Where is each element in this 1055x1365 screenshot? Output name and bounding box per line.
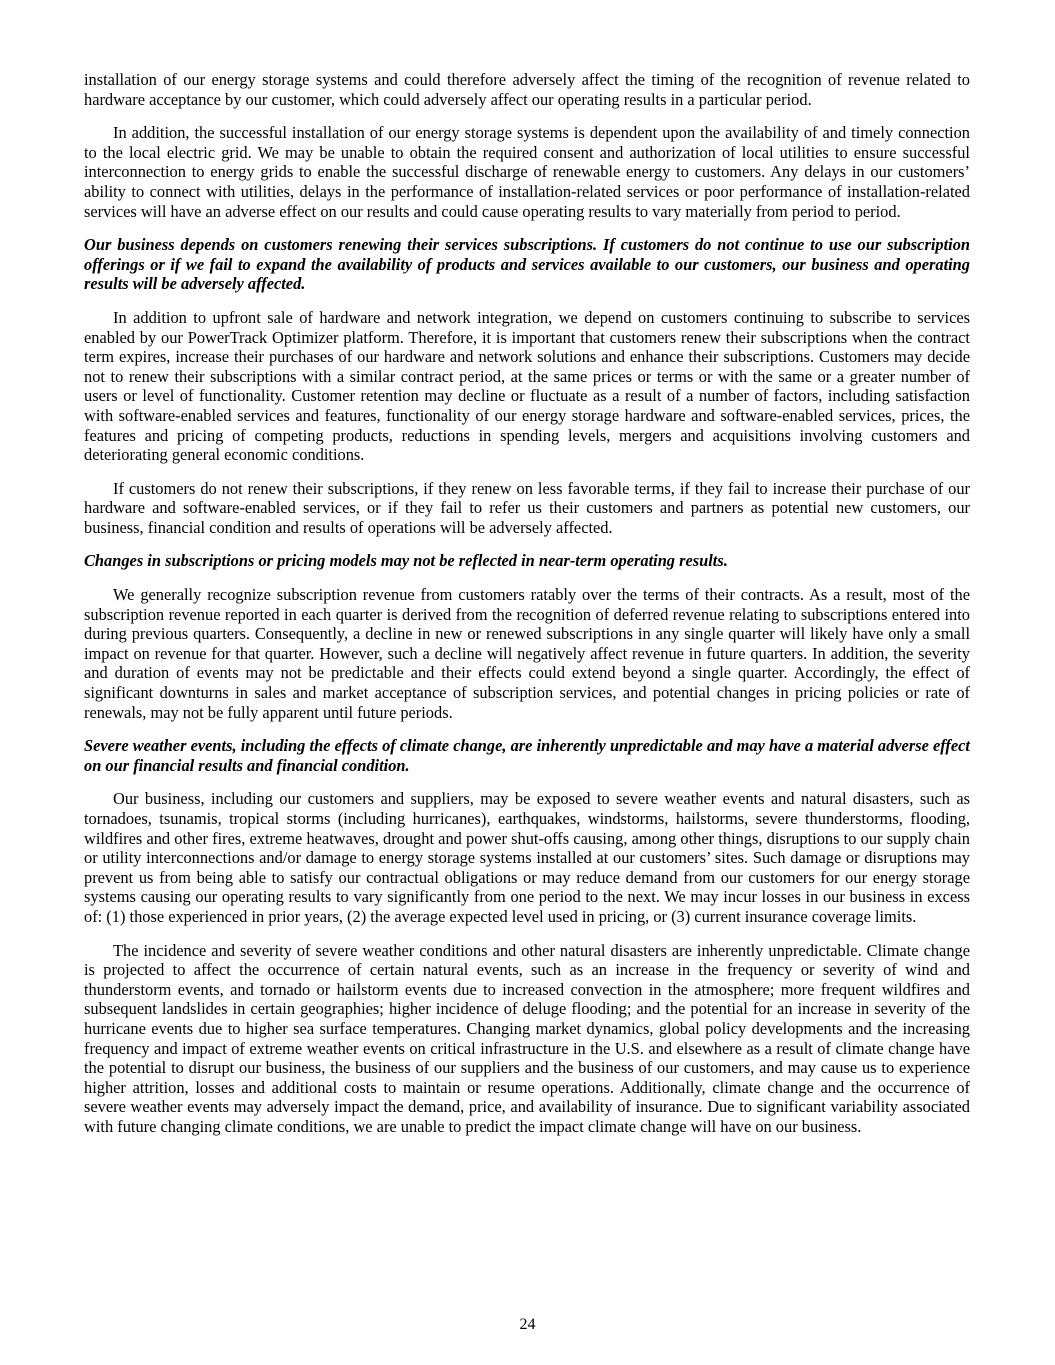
paragraph-natural-disasters: Our business, including our customers and suppliers, may be exposed to severe weather events and natural disasters, such as tornadoes, tsunamis, tropical storms (including hurricanes), earthquakes, windstorms, hailstorms, severe thunderstorms, flooding, wildfires and other fires, extreme heatwaves, drought and power shut-offs causing, among other things, disruptions to our supply chain or utility interconnections and/or damage to energy storage systems installed at our customers’ sites. Such damage or disruptions may prevent us from being able to satisfy our contractual obligations or may reduce demand from our customers for our energy storage systems causing our operating results to vary significantly from one period to the next. We may incur losses in our business in excess of: (1) those experienced in prior years, (2) the average expected level used in pricing, or (3) current insurance coverage limits.	[84, 789, 970, 926]
paragraph-subscription-dependence: In addition to upfront sale of hardware and network integration, we depend on customers continuing to subscribe to services enabled by our PowerTrack Optimizer platform. Therefore, it is important that customers renew their subscriptions when the contract term expires, increase their purchases of our hardware and network solutions and enhance their subscriptions. Customers may decide not to renew their subscriptions with a similar contract period, at the same prices or terms or with the same or a greater number of users or level of functionality. Customer retention may decline or fluctuate as a result of a number of factors, including satisfaction with software-enabled services and features, functionality of our energy storage hardware and software-enabled services, prices, the features and pricing of competing products, reductions in spending levels, mergers and acquisitions involving customers and deteriorating general economic conditions.	[84, 307, 970, 465]
paragraph-deferred-revenue: We generally recognize subscription revenue from customers ratably over the terms of their contracts. As a result, most of the subscription revenue reported in each quarter is derived from the recognition of deferred revenue relating to subscriptions entered into during previous quarters. Consequently, a decline in new or renewed subscriptions in any single quarter will likely have only a small impact on revenue for that quarter. However, such a decline will negatively affect revenue in future quarters. In addition, the severity and duration of events may not be predictable and their effects could extend beyond a single quarter. Accordingly, the effect of significant downturns in sales and market acceptance of subscription services, and potential changes in pricing policies or rate of renewals, may not be fully apparent until future periods.	[84, 585, 970, 722]
paragraph-grid-connection: In addition, the successful installation of our energy storage systems is dependent upon the availability of and timely connection to the local electric grid. We may be unable to obtain the required consent and authorization of local utilities to ensure successful interconnection to energy grids to enable the successful discharge of renewable energy to customers. Any delays in our customers’ ability to connect with utilities, delays in the performance of installation-related services or poor performance of installation-related services will have an adverse effect on our results and could cause operating results to vary materially from period to period.	[84, 123, 970, 221]
risk-heading-subscription-renewals: Our business depends on customers renewing their services subscriptions. If customers do not continue to use our subscription offerings or if we fail to expand the availability of products and services available to our customers, our business and operating results will be adversely affected.	[84, 235, 970, 294]
paragraph-non-renewal-consequences: If customers do not renew their subscriptions, if they renew on less favorable terms, if they fail to increase their purchase of our hardware and software-enabled services, or if they fail to refer us their customers and partners as potential new customers, our business, financial condition and results of operations will be adversely affected.	[84, 478, 970, 537]
paragraph-climate-change-impact: The incidence and severity of severe weather conditions and other natural disasters are inherently unpredictable. Climate change is projected to affect the occurrence of certain natural events, such as an increase in the frequency or severity of wind and thunderstorm events, and tornado or hailstorm events due to increased convection in the atmosphere; more frequent wildfires and subsequent landslides in certain geographies; higher incidence of deluge flooding; and the potential for an increase in severity of the hurricane events due to higher sea surface temperatures. Changing market dynamics, global policy developments and the increasing frequency and impact of extreme weather events on critical infrastructure in the U.S. and elsewhere as a result of climate change have the potential to disrupt our business, the business of our suppliers and the business of our customers, and may cause us to experience higher attrition, losses and additional costs to maintain or resume operations. Additionally, climate change and the occurrence of severe weather events may adversely impact the demand, price, and availability of insurance. Due to significant variability associated with future changing climate conditions, we are unable to predict the impact climate change will have on our business.	[84, 940, 970, 1136]
paragraph-continuation-revenue-recognition: installation of our energy storage systems and could therefore adversely affect the timing of the recognition of revenue related to hardware acceptance by our customer, which could adversely affect our operating results in a particular period.	[84, 70, 970, 109]
risk-heading-severe-weather: Severe weather events, including the effects of climate change, are inherently unpredictable and may have a material adverse effect on our financial results and financial condition.	[84, 736, 970, 775]
risk-heading-pricing-models: Changes in subscriptions or pricing models may not be reflected in near-term operating results.	[84, 551, 728, 571]
page-number: 24	[519, 1316, 536, 1333]
page-footer	[0, 1316, 1055, 1334]
document-body	[84, 70, 970, 1151]
